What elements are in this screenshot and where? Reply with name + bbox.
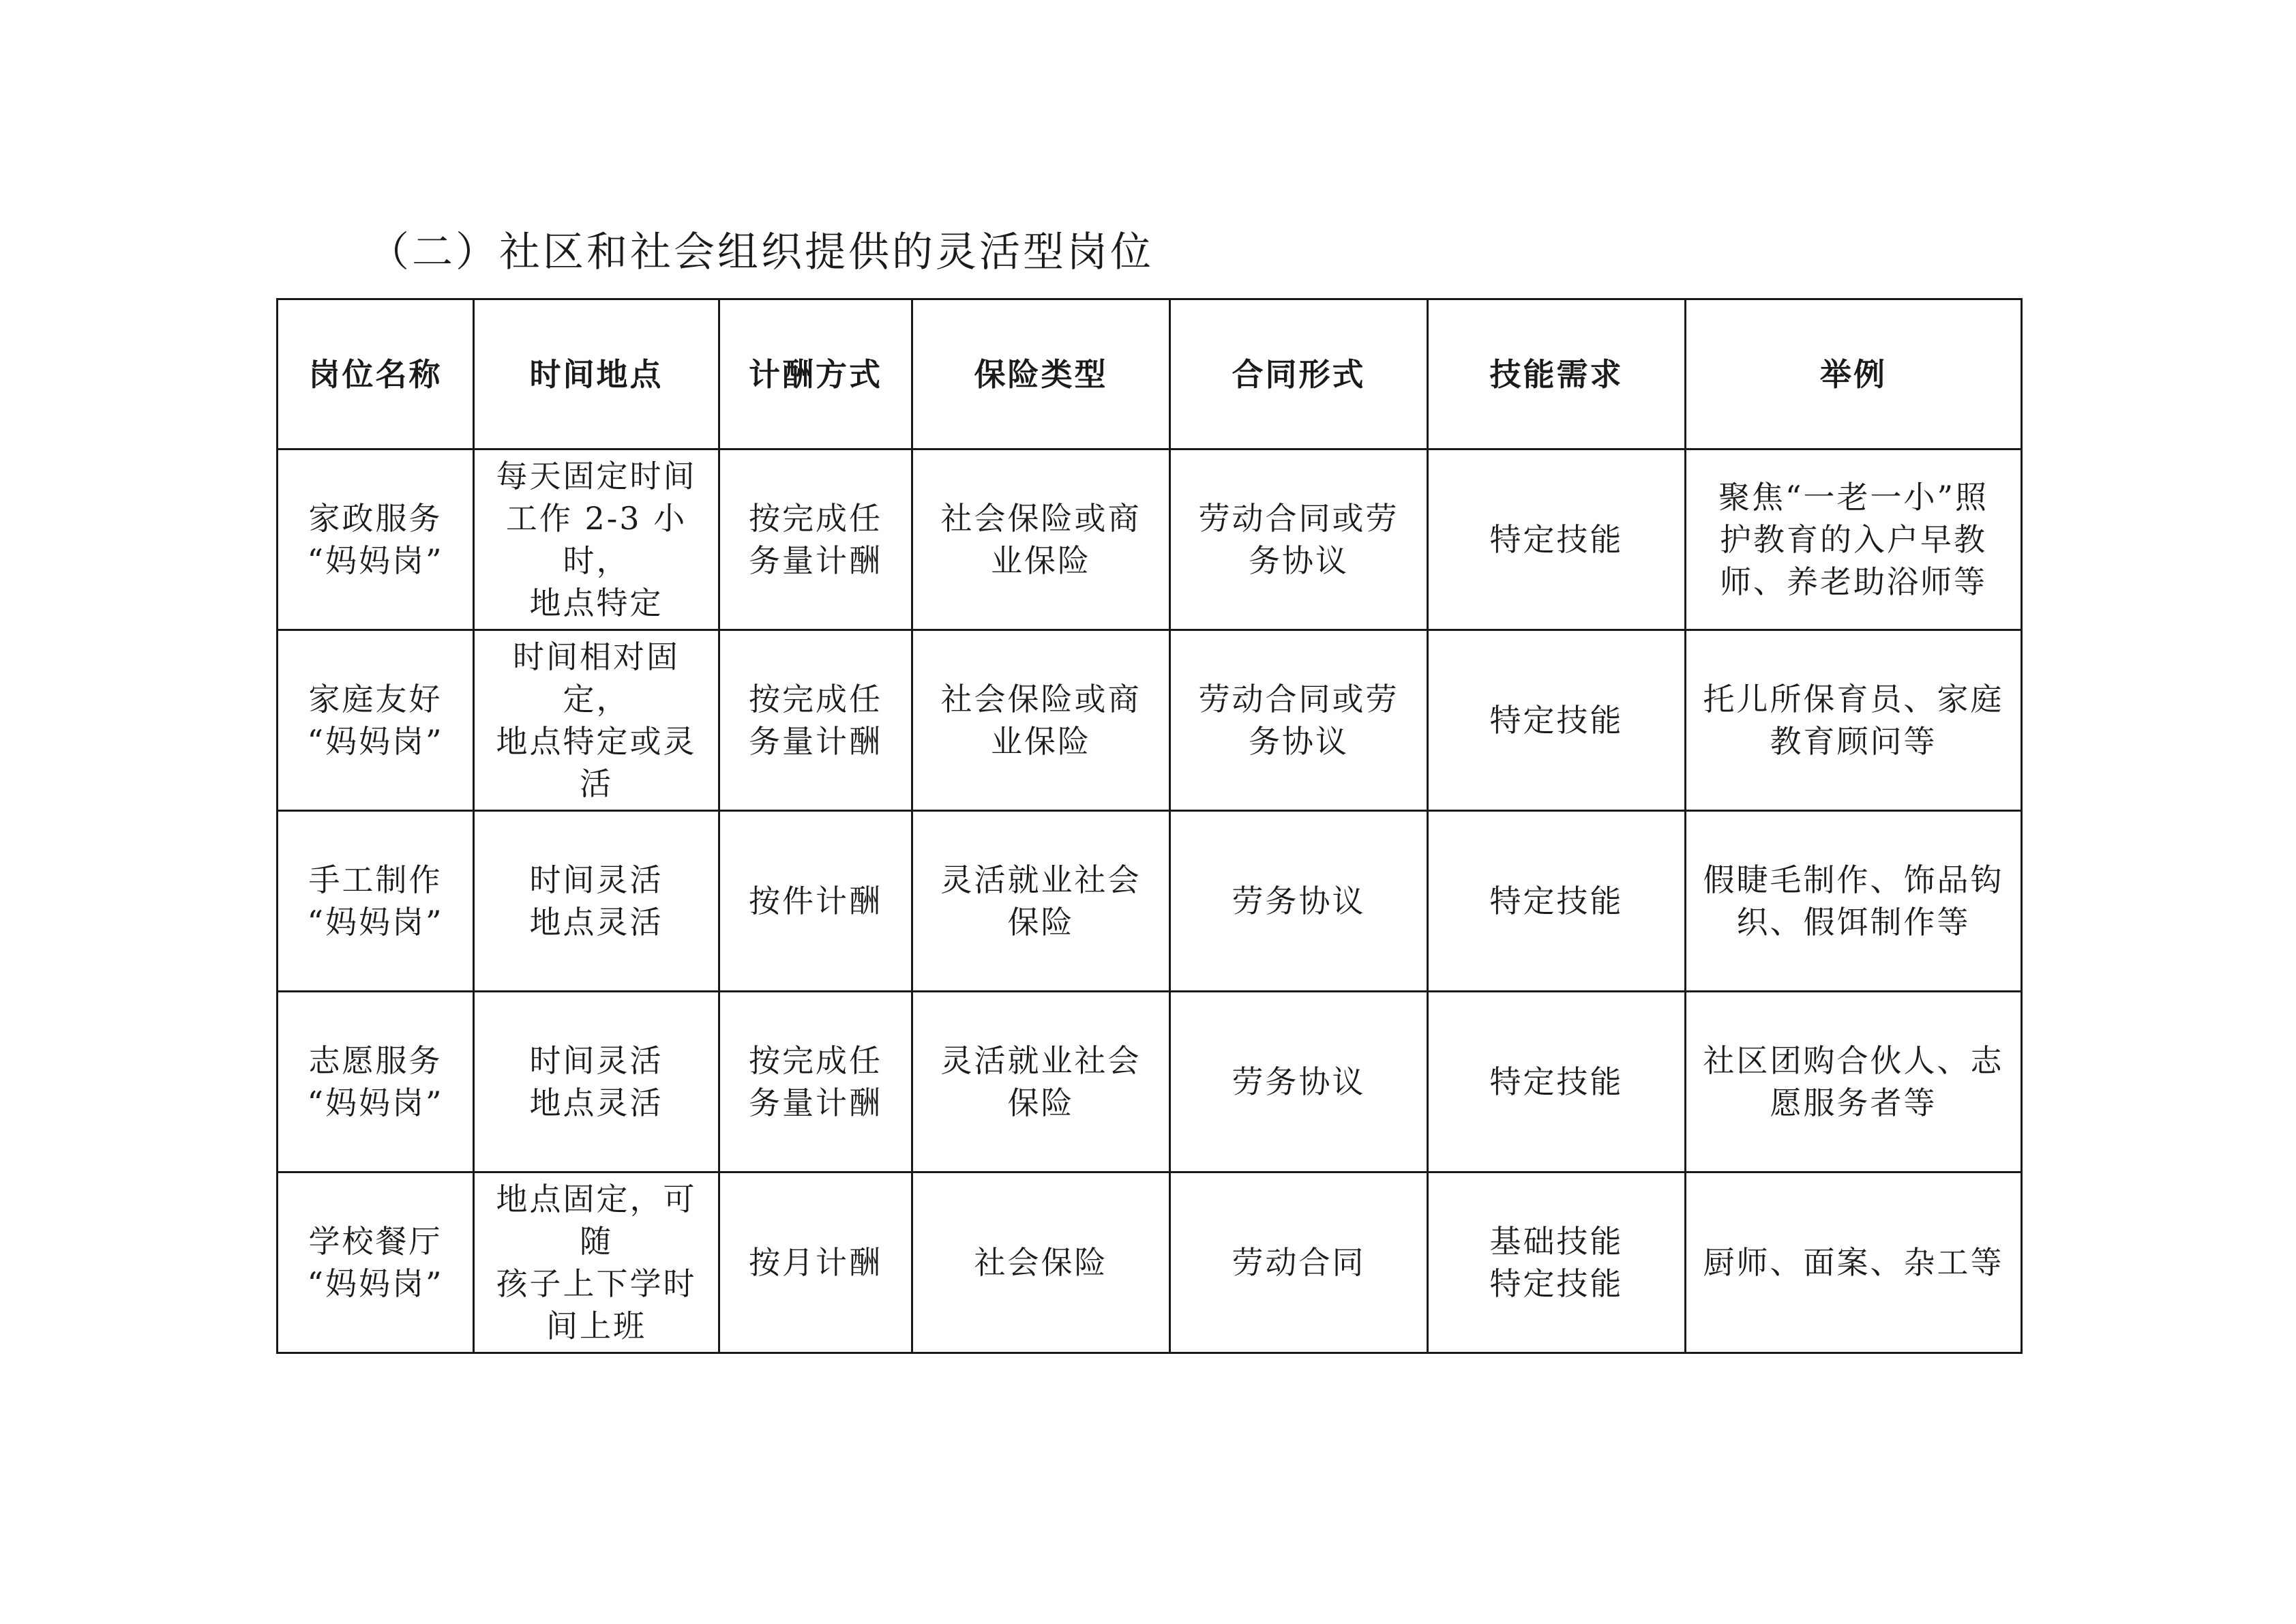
cell-skill-requirement: 特定技能 [1428, 449, 1686, 630]
header-time-place: 时间地点 [474, 299, 719, 449]
header-job-name: 岗位名称 [278, 299, 474, 449]
cell-insurance-type: 灵活就业社会 保险 [912, 992, 1170, 1172]
table-header-row [278, 299, 2022, 449]
cell-skill-requirement: 特定技能 [1428, 811, 1686, 992]
cell-examples: 社区团购合伙人、志 愿服务者等 [1686, 992, 2022, 1172]
cell-insurance-type: 社会保险或商 业保险 [912, 449, 1170, 630]
cell-time-place: 地点固定，可随 孩子上下学时 间上班 [474, 1172, 719, 1353]
cell-pay-method: 按完成任 务量计酬 [719, 630, 912, 811]
cell-time-place: 每天固定时间 工作 2-3 小时， 地点特定 [474, 449, 719, 630]
cell-skill-requirement: 特定技能 [1428, 630, 1686, 811]
cell-time-place: 时间相对固定， 地点特定或灵 活 [474, 630, 719, 811]
cell-pay-method: 按完成任 务量计酬 [719, 449, 912, 630]
cell-contract-form: 劳动合同 [1170, 1172, 1428, 1353]
cell-insurance-type: 社会保险或商 业保险 [912, 630, 1170, 811]
cell-job-name: 家庭友好 “妈妈岗” [278, 630, 474, 811]
section-title: （二）社区和社会组织提供的灵活型岗位 [368, 228, 1154, 276]
header-skill-requirement: 技能需求 [1428, 299, 1686, 449]
cell-skill-requirement: 基础技能 特定技能 [1428, 1172, 1686, 1353]
flexible-jobs-table [276, 298, 2023, 1354]
cell-job-name: 手工制作 “妈妈岗” [278, 811, 474, 992]
cell-pay-method: 按月计酬 [719, 1172, 912, 1353]
cell-job-name: 志愿服务 “妈妈岗” [278, 992, 474, 1172]
table-row [278, 1172, 2022, 1353]
table-row [278, 449, 2022, 630]
header-insurance-type: 保险类型 [912, 299, 1170, 449]
table-row [278, 992, 2022, 1172]
table-row [278, 811, 2022, 992]
cell-contract-form: 劳动合同或劳 务协议 [1170, 449, 1428, 630]
header-contract-form: 合同形式 [1170, 299, 1428, 449]
cell-insurance-type: 灵活就业社会 保险 [912, 811, 1170, 992]
cell-time-place: 时间灵活 地点灵活 [474, 811, 719, 992]
cell-examples: 厨师、面案、杂工等 [1686, 1172, 2022, 1353]
cell-pay-method: 按完成任 务量计酬 [719, 992, 912, 1172]
cell-job-name: 家政服务 “妈妈岗” [278, 449, 474, 630]
cell-examples: 托儿所保育员、家庭 教育顾问等 [1686, 630, 2022, 811]
cell-contract-form: 劳务协议 [1170, 992, 1428, 1172]
header-examples: 举例 [1686, 299, 2022, 449]
cell-pay-method: 按件计酬 [719, 811, 912, 992]
cell-skill-requirement: 特定技能 [1428, 992, 1686, 1172]
table-row [278, 630, 2022, 811]
cell-job-name: 学校餐厅 “妈妈岗” [278, 1172, 474, 1353]
cell-contract-form: 劳动合同或劳 务协议 [1170, 630, 1428, 811]
cell-insurance-type: 社会保险 [912, 1172, 1170, 1353]
cell-contract-form: 劳务协议 [1170, 811, 1428, 992]
header-pay-method: 计酬方式 [719, 299, 912, 449]
cell-time-place: 时间灵活 地点灵活 [474, 992, 719, 1172]
cell-examples: 聚焦“一老一小”照 护教育的入户早教 师、养老助浴师等 [1686, 449, 2022, 630]
cell-examples: 假睫毛制作、饰品钩 织、假饵制作等 [1686, 811, 2022, 992]
